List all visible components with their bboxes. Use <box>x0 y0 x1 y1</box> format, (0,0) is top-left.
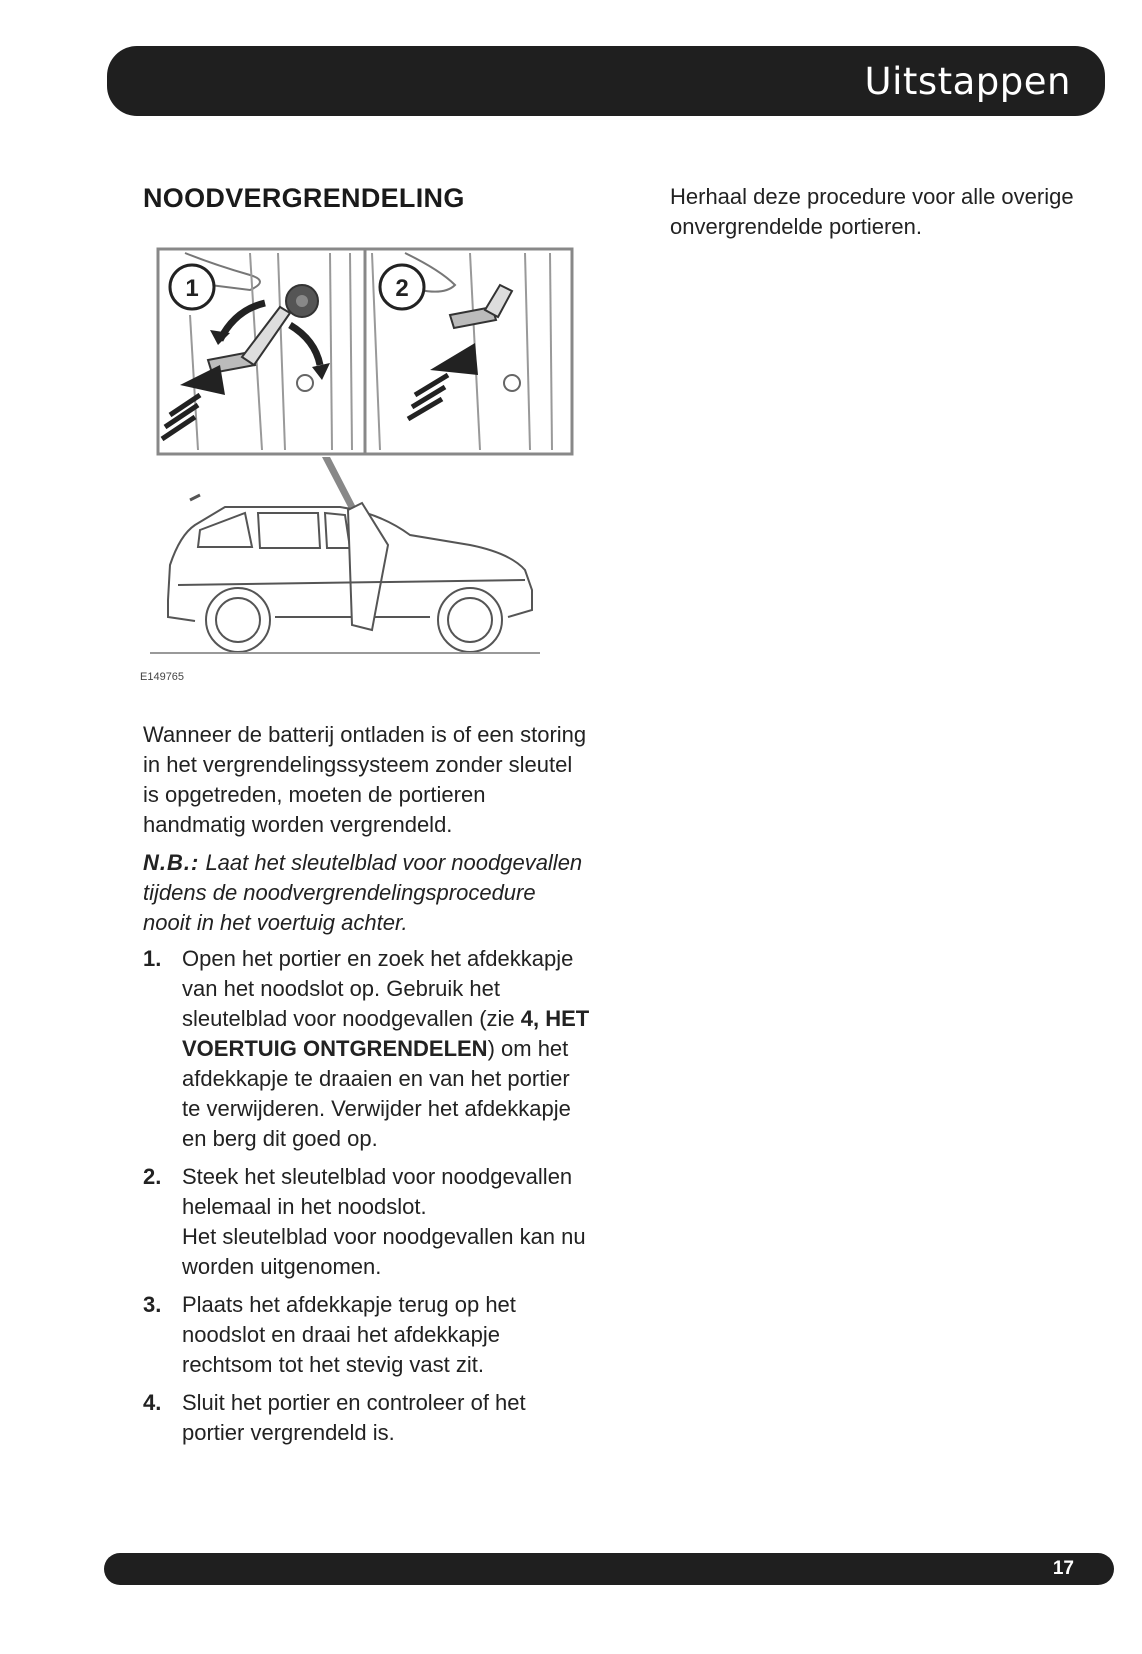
step-subtext: Het sleutelblad voor noodgevallen kan nu worden uitgenomen. <box>182 1224 586 1279</box>
step-2-label: 2 <box>395 275 409 302</box>
step-text: Sluit het portier en controleer of het portier vergrendeld is. <box>182 1390 526 1445</box>
procedure-steps <box>143 944 593 1456</box>
list-item <box>143 1162 593 1282</box>
step-1-label: 1 <box>185 275 199 302</box>
note-paragraph <box>143 848 588 938</box>
step-text: Open het portier en zoek het afdekkapje van het noodslot op. Gebruik het sleutelblad voor noodgevallen (zie 4, HET VOERTUIG ONTGRENDELEN) om het afdekkapje te draaien en van het portier te verwijderen. Verwijder het afdekkapje en berg dit goed op. <box>182 946 590 1151</box>
step-number: 1. <box>143 946 162 971</box>
step-number: 4. <box>143 1390 162 1415</box>
emergency-lock-figure <box>140 245 580 690</box>
note-text: Laat het sleutelblad voor noodgevallen tijdens de noodvergrendelingsprocedure nooit in het voertuig achter. <box>143 850 583 935</box>
right-column-text: Herhaal deze procedure voor alle overige onvergrendelde portieren. <box>670 184 1074 239</box>
footer-bar <box>104 1553 1114 1585</box>
step-text: Steek het sleutelblad voor noodgevallen helemaal in het noodslot. Het sleutelblad voor noodgevallen kan nu worden uitgenomen. <box>182 1164 586 1279</box>
intro-paragraph: Wanneer de batterij ontladen is of een storing in het vergrendelingssysteem zonder sleutel is opgetreden, moeten de portieren handmatig worden vergrendeld. <box>143 722 587 837</box>
note-prefix: N.B.: <box>143 850 200 875</box>
car-illustration <box>150 495 540 653</box>
cross-reference: 4, HET VOERTUIG ONTGRENDELEN <box>182 1006 590 1061</box>
step-number: 2. <box>143 1164 162 1189</box>
list-item <box>143 1388 593 1448</box>
section-heading: NOODVERGRENDELING <box>143 183 465 213</box>
list-item <box>143 944 593 1154</box>
header-bar <box>107 46 1105 116</box>
figure-code: E149765 <box>140 671 185 683</box>
page-number: 17 <box>1052 1558 1074 1579</box>
step-number: 3. <box>143 1292 162 1317</box>
step-text: Plaats het afdekkapje terug op het noodslot en draai het afdekkapje rechtsom tot het stevig vast zit. <box>182 1292 516 1377</box>
list-item <box>143 1290 593 1380</box>
page-title: Uitstappen <box>864 59 1071 103</box>
